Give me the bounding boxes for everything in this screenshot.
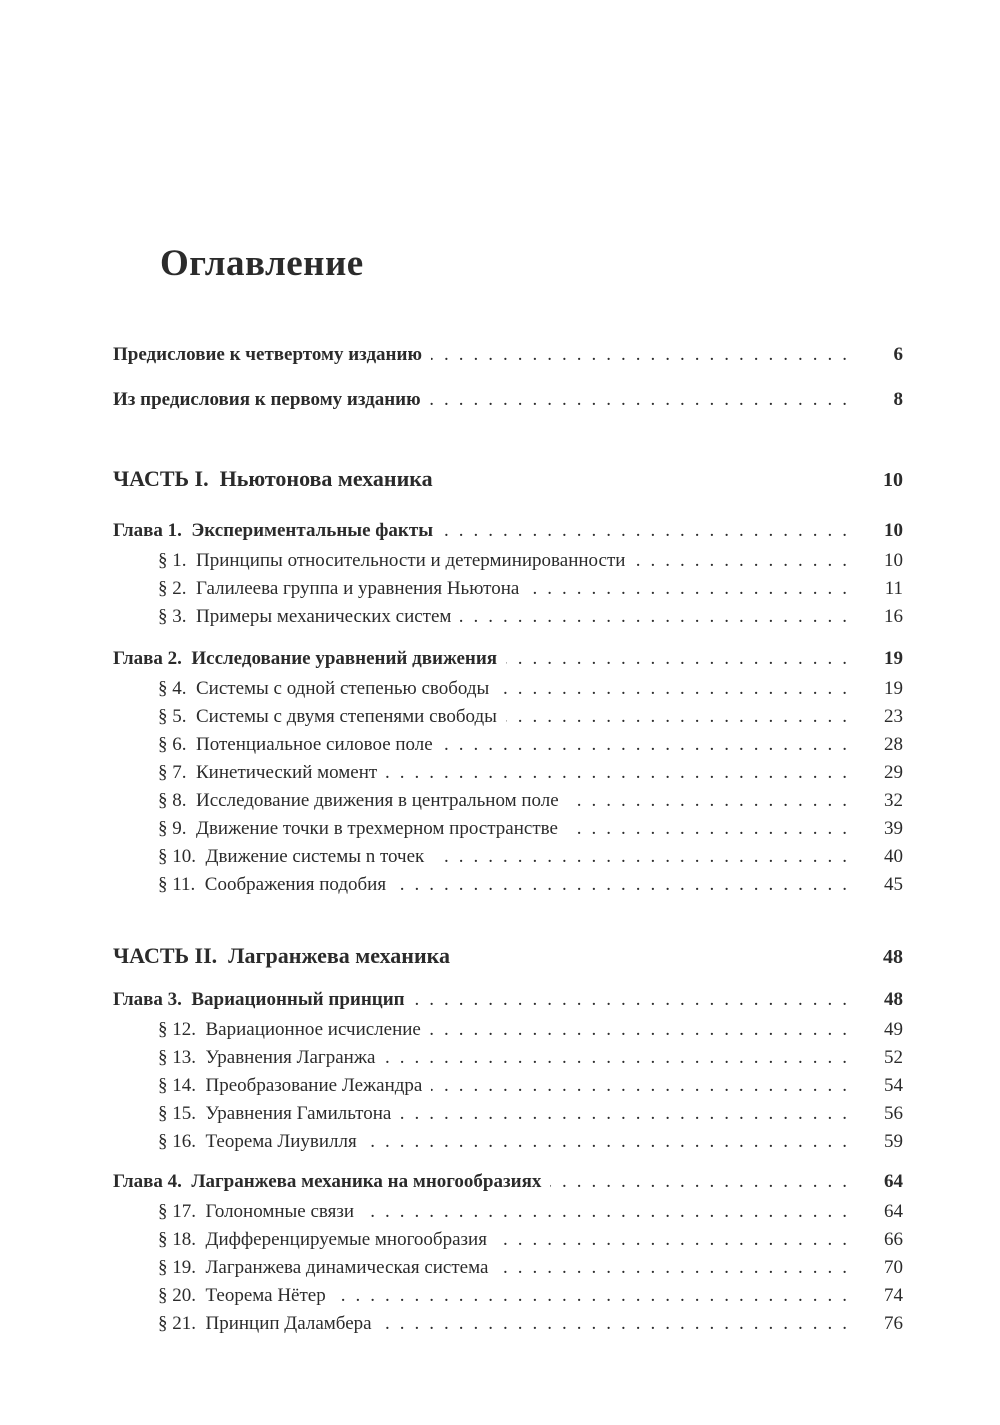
toc-entry-section-6 xyxy=(113,731,903,759)
part-heading-2 xyxy=(113,941,903,972)
entry-page: 39 xyxy=(884,818,903,839)
entry-label: § 20. Теорема Нётер xyxy=(158,1285,326,1306)
dot-leader xyxy=(384,1044,857,1072)
entry-label: § 18. Дифференцируемые многообразия xyxy=(158,1229,487,1250)
dot-leader xyxy=(506,703,857,731)
entry-page: 70 xyxy=(884,1257,903,1278)
dot-leader xyxy=(496,1226,857,1254)
entry-label: § 4. Системы с одной степенью свободы xyxy=(158,678,490,699)
toc-entry-section-8 xyxy=(113,787,903,815)
toc-entry-section-19 xyxy=(113,1254,903,1282)
toc-entry-section-4 xyxy=(113,675,903,703)
toc-entry-chapter-1 xyxy=(113,517,903,545)
entry-page: 10 xyxy=(884,550,903,571)
entry-page: 32 xyxy=(884,790,903,811)
toc-entry-section-7 xyxy=(113,759,903,787)
dot-leader xyxy=(442,731,857,759)
toc-entry-section-21 xyxy=(113,1310,903,1338)
toc-entry-section-2 xyxy=(113,575,903,603)
entry-label: § 13. Уравнения Лагранжа xyxy=(158,1047,376,1068)
entry-label: Глава 2. Исследование уравнений движения xyxy=(113,648,498,669)
dot-leader xyxy=(567,815,857,843)
entry-label: Предисловие к четвертому изданию xyxy=(113,344,422,365)
entry-page: 23 xyxy=(884,706,903,727)
entry-page: 66 xyxy=(884,1229,903,1250)
toc-entry-section-20 xyxy=(113,1282,903,1310)
dot-leader xyxy=(363,1198,857,1226)
entry-page: 11 xyxy=(884,578,903,599)
entry-page: 28 xyxy=(884,734,903,755)
entry-page: 10 xyxy=(884,520,903,541)
entry-page: 16 xyxy=(884,606,903,627)
entry-page: 56 xyxy=(884,1103,903,1124)
entry-page: 19 xyxy=(884,648,903,669)
dot-leader xyxy=(528,575,857,603)
chapter-2-sections xyxy=(113,675,903,899)
entry-label: § 16. Теорема Лиувилля xyxy=(158,1131,357,1152)
entry-label: § 14. Преобразование Лежандра xyxy=(158,1075,423,1096)
entry-label: § 21. Принцип Даламбера xyxy=(158,1313,372,1334)
dot-leader xyxy=(498,675,857,703)
part-label: ЧАСТЬ I. Ньютонова механика xyxy=(113,466,433,491)
entry-page: 48 xyxy=(884,989,903,1010)
part-heading-1 xyxy=(113,464,903,495)
toc-content xyxy=(113,0,903,1338)
part-page: 48 xyxy=(883,946,903,968)
toc-entry-section-13 xyxy=(113,1044,903,1072)
entry-label: Глава 1. Экспериментальные факты xyxy=(113,520,434,541)
entry-page: 64 xyxy=(884,1201,903,1222)
dot-leader xyxy=(568,787,857,815)
dot-leader xyxy=(634,547,857,575)
entry-label: § 9. Движение точки в трехмерном пространстве xyxy=(158,818,558,839)
entry-label: § 8. Исследование движения в центральном поле xyxy=(158,790,559,811)
toc-entry-section-1 xyxy=(113,547,903,575)
dot-leader xyxy=(366,1128,857,1156)
entry-page: 19 xyxy=(884,678,903,699)
entry-label: § 7. Кинетический момент xyxy=(158,762,378,783)
part-label: ЧАСТЬ II. Лагранжева механика xyxy=(113,943,450,968)
entry-page: 59 xyxy=(884,1131,903,1152)
toc-entry-section-9 xyxy=(113,815,903,843)
entry-label: § 12. Вариационное исчисление xyxy=(158,1019,421,1040)
toc-entry-preface-fourth xyxy=(113,341,903,369)
dot-leader xyxy=(395,871,857,899)
chapter-4-sections xyxy=(113,1198,903,1338)
dot-leader xyxy=(431,1072,857,1100)
dot-leader xyxy=(414,986,857,1014)
entry-label: § 17. Голономные связи xyxy=(158,1201,355,1222)
entry-label: § 2. Галилеева группа и уравнения Ньютона xyxy=(158,578,520,599)
entry-page: 6 xyxy=(893,344,903,365)
dot-leader xyxy=(442,517,857,545)
toc-entry-section-5 xyxy=(113,703,903,731)
entry-label: § 10. Движение системы n точек xyxy=(158,846,425,867)
dot-leader xyxy=(550,1168,857,1196)
entry-page: 49 xyxy=(884,1019,903,1040)
entry-label: § 6. Потенциальное силовое поле xyxy=(158,734,433,755)
entry-page: 74 xyxy=(884,1285,903,1306)
entry-page: 64 xyxy=(884,1171,903,1192)
toc-entry-chapter-4 xyxy=(113,1168,903,1196)
entry-label: § 15. Уравнения Гамильтона xyxy=(158,1103,392,1124)
dot-leader xyxy=(386,759,857,787)
dot-leader xyxy=(381,1310,857,1338)
toc-entry-section-15 xyxy=(113,1100,903,1128)
toc-entry-chapter-2 xyxy=(113,645,903,673)
entry-label: § 5. Системы с двумя степенями свободы xyxy=(158,706,497,727)
entry-label: § 11. Соображения подобия xyxy=(158,874,387,895)
dot-leader xyxy=(430,1016,857,1044)
dot-leader xyxy=(497,1254,857,1282)
toc-entry-section-18 xyxy=(113,1226,903,1254)
dot-leader xyxy=(431,341,857,369)
toc-entry-section-11 xyxy=(113,871,903,899)
dot-leader xyxy=(506,645,857,673)
part-page: 10 xyxy=(883,469,903,491)
chapter-3-sections xyxy=(113,1016,903,1156)
toc-entry-section-10 xyxy=(113,843,903,871)
front-matter xyxy=(113,341,903,414)
entry-label: § 3. Примеры механических систем xyxy=(158,606,452,627)
toc-title: Оглавление xyxy=(160,243,364,284)
dot-leader xyxy=(460,603,857,631)
entry-page: 29 xyxy=(884,762,903,783)
entry-page: 40 xyxy=(884,846,903,867)
toc-entry-section-3 xyxy=(113,603,903,631)
entry-label: Глава 4. Лагранжева механика на многообразиях xyxy=(113,1171,542,1192)
toc-entry-section-17 xyxy=(113,1198,903,1226)
entry-label: § 1. Принципы относительности и детерминированности xyxy=(158,550,626,571)
toc-entry-section-12 xyxy=(113,1016,903,1044)
entry-page: 54 xyxy=(884,1075,903,1096)
toc-entry-preface-first xyxy=(113,386,903,414)
dot-leader xyxy=(433,843,857,871)
dot-leader xyxy=(400,1100,857,1128)
dot-leader xyxy=(430,386,857,414)
toc-entry-section-16 xyxy=(113,1128,903,1156)
toc-entry-section-14 xyxy=(113,1072,903,1100)
entry-label: § 19. Лагранжева динамическая система xyxy=(158,1257,489,1278)
entry-label: Глава 3. Вариационный принцип xyxy=(113,989,405,1010)
chapter-1-sections xyxy=(113,547,903,631)
entry-label: Из предисловия к первому изданию xyxy=(113,389,421,410)
toc-entry-chapter-3 xyxy=(113,986,903,1014)
dot-leader xyxy=(335,1282,857,1310)
entry-page: 52 xyxy=(884,1047,903,1068)
entry-page: 8 xyxy=(893,389,903,410)
entry-page: 45 xyxy=(884,874,903,895)
entry-page: 76 xyxy=(884,1313,903,1334)
